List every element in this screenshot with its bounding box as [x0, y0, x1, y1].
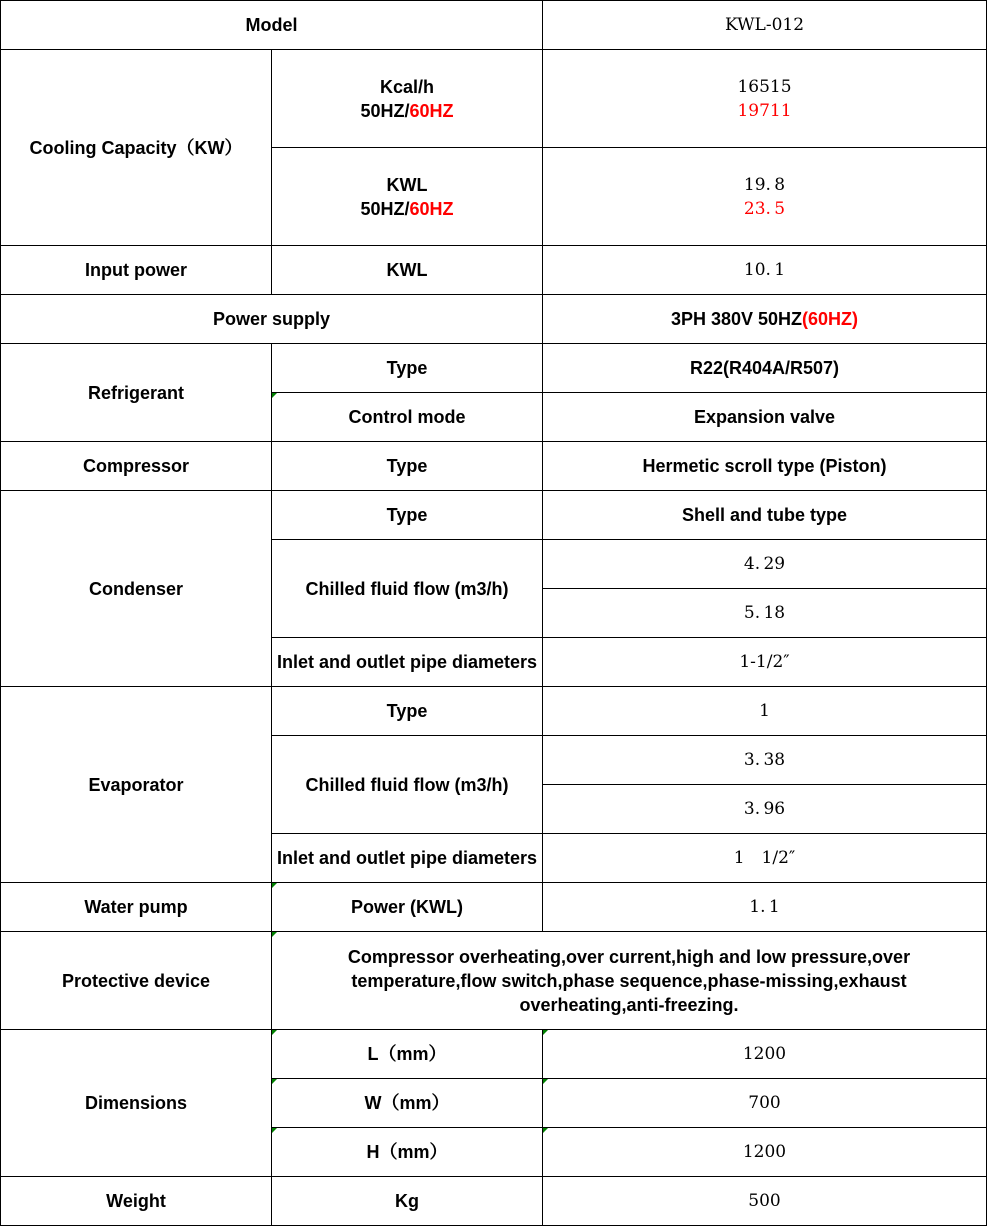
refrigerant-type-value: R22(R404A/R507): [543, 344, 987, 393]
cooling-kwl-value-cell: [543, 148, 987, 246]
cooling-kwl-unit: KWL: [386, 174, 428, 195]
input-power-unit: KWL: [272, 246, 543, 295]
refrigerant-control-label: Control mode: [272, 393, 543, 442]
cooling-capacity-label: Cooling Capacity（KW）: [1, 50, 272, 246]
refrigerant-type-label: Type: [272, 344, 543, 393]
water-pump-value: 1. 1: [543, 883, 987, 932]
water-pump-power-label: Power (KWL): [272, 883, 543, 932]
evaporator-label: Evaporator: [1, 687, 272, 883]
water-pump-row: [1, 883, 987, 932]
condenser-flow-value-60: 5. 18: [543, 589, 987, 638]
condenser-pipe-value: 1-1/2″: [543, 638, 987, 687]
cooling-kwl-unit-cell: [272, 148, 543, 246]
weight-value: 500: [543, 1177, 987, 1226]
compressor-label: Compressor: [1, 442, 272, 491]
dimensions-w-value: 700: [543, 1079, 987, 1128]
condenser-type-value: Shell and tube type: [543, 491, 987, 540]
cooling-kwl-hz60: 60HZ: [409, 198, 454, 219]
cooling-kcal-value-60: 19711: [737, 100, 792, 121]
cooling-row-kcal: [1, 50, 987, 148]
compressor-type-label: Type: [272, 442, 543, 491]
cooling-kcal-value-cell: [543, 50, 987, 148]
power-supply-label: Power supply: [1, 295, 543, 344]
protective-label: Protective device: [1, 932, 272, 1030]
weight-row: [1, 1177, 987, 1226]
dimensions-l-row: [1, 1030, 987, 1079]
refrigerant-label: Refrigerant: [1, 344, 272, 442]
dimensions-w-label: W（mm）: [272, 1079, 543, 1128]
evaporator-type-row: [1, 687, 987, 736]
condenser-flow-label: Chilled fluid flow (m3/h): [272, 540, 543, 638]
power-supply-row: [1, 295, 987, 344]
cooling-kcal-unit-cell: [272, 50, 543, 148]
input-power-row: [1, 246, 987, 295]
protective-row: [1, 932, 987, 1030]
power-supply-value-cell: [543, 295, 987, 344]
condenser-pipe-label: Inlet and outlet pipe diameters: [272, 638, 543, 687]
condenser-type-label: Type: [272, 491, 543, 540]
condenser-label: Condenser: [1, 491, 272, 687]
cooling-kcal-hz50: 50HZ/: [360, 100, 410, 121]
evaporator-flow-label: Chilled fluid flow (m3/h): [272, 736, 543, 834]
evaporator-type-label: Type: [272, 687, 543, 736]
evaporator-flow-value-60: 3. 96: [543, 785, 987, 834]
dimensions-label: Dimensions: [1, 1030, 272, 1177]
evaporator-pipe-label: Inlet and outlet pipe diameters: [272, 834, 543, 883]
condenser-flow-value-50: 4. 29: [543, 540, 987, 589]
evaporator-flow-value-50: 3. 38: [543, 736, 987, 785]
model-value: KWL-012: [543, 1, 987, 50]
cooling-kwl-hz50: 50HZ/: [360, 198, 410, 219]
weight-unit: Kg: [272, 1177, 543, 1226]
power-supply-value: 3PH 380V 50HZ: [670, 309, 803, 329]
cooling-kcal-unit: Kcal/h: [379, 76, 435, 97]
weight-label: Weight: [1, 1177, 272, 1226]
dimensions-l-label: L（mm）: [272, 1030, 543, 1079]
refrigerant-control-value: Expansion valve: [543, 393, 987, 442]
cooling-kcal-hz60: 60HZ: [409, 100, 454, 121]
refrigerant-type-row: [1, 344, 987, 393]
dimensions-l-value: 1200: [543, 1030, 987, 1079]
input-power-value: 10. 1: [543, 246, 987, 295]
model-label: Model: [1, 1, 543, 50]
dimensions-h-label: H（mm）: [272, 1128, 543, 1177]
power-supply-value-60hz: (60HZ): [802, 309, 859, 329]
compressor-type-value: Hermetic scroll type (Piston): [543, 442, 987, 491]
cooling-kwl-value-50: 19. 8: [743, 174, 786, 195]
evaporator-type-value: 1: [543, 687, 987, 736]
cooling-kcal-value-50: 16515: [737, 76, 792, 97]
cooling-kwl-value-60: 23. 5: [743, 198, 786, 219]
condenser-type-row: [1, 491, 987, 540]
compressor-row: [1, 442, 987, 491]
water-pump-label: Water pump: [1, 883, 272, 932]
protective-value: Compressor overheating,over current,high and low pressure,over temperature,flow switch,phase sequence,phase-missing,exhaust overheating,anti-freezing.: [272, 932, 987, 1030]
model-row: [1, 1, 987, 50]
input-power-label: Input power: [1, 246, 272, 295]
dimensions-h-value: 1200: [543, 1128, 987, 1177]
evaporator-pipe-value: 1 1/2″: [543, 834, 987, 883]
